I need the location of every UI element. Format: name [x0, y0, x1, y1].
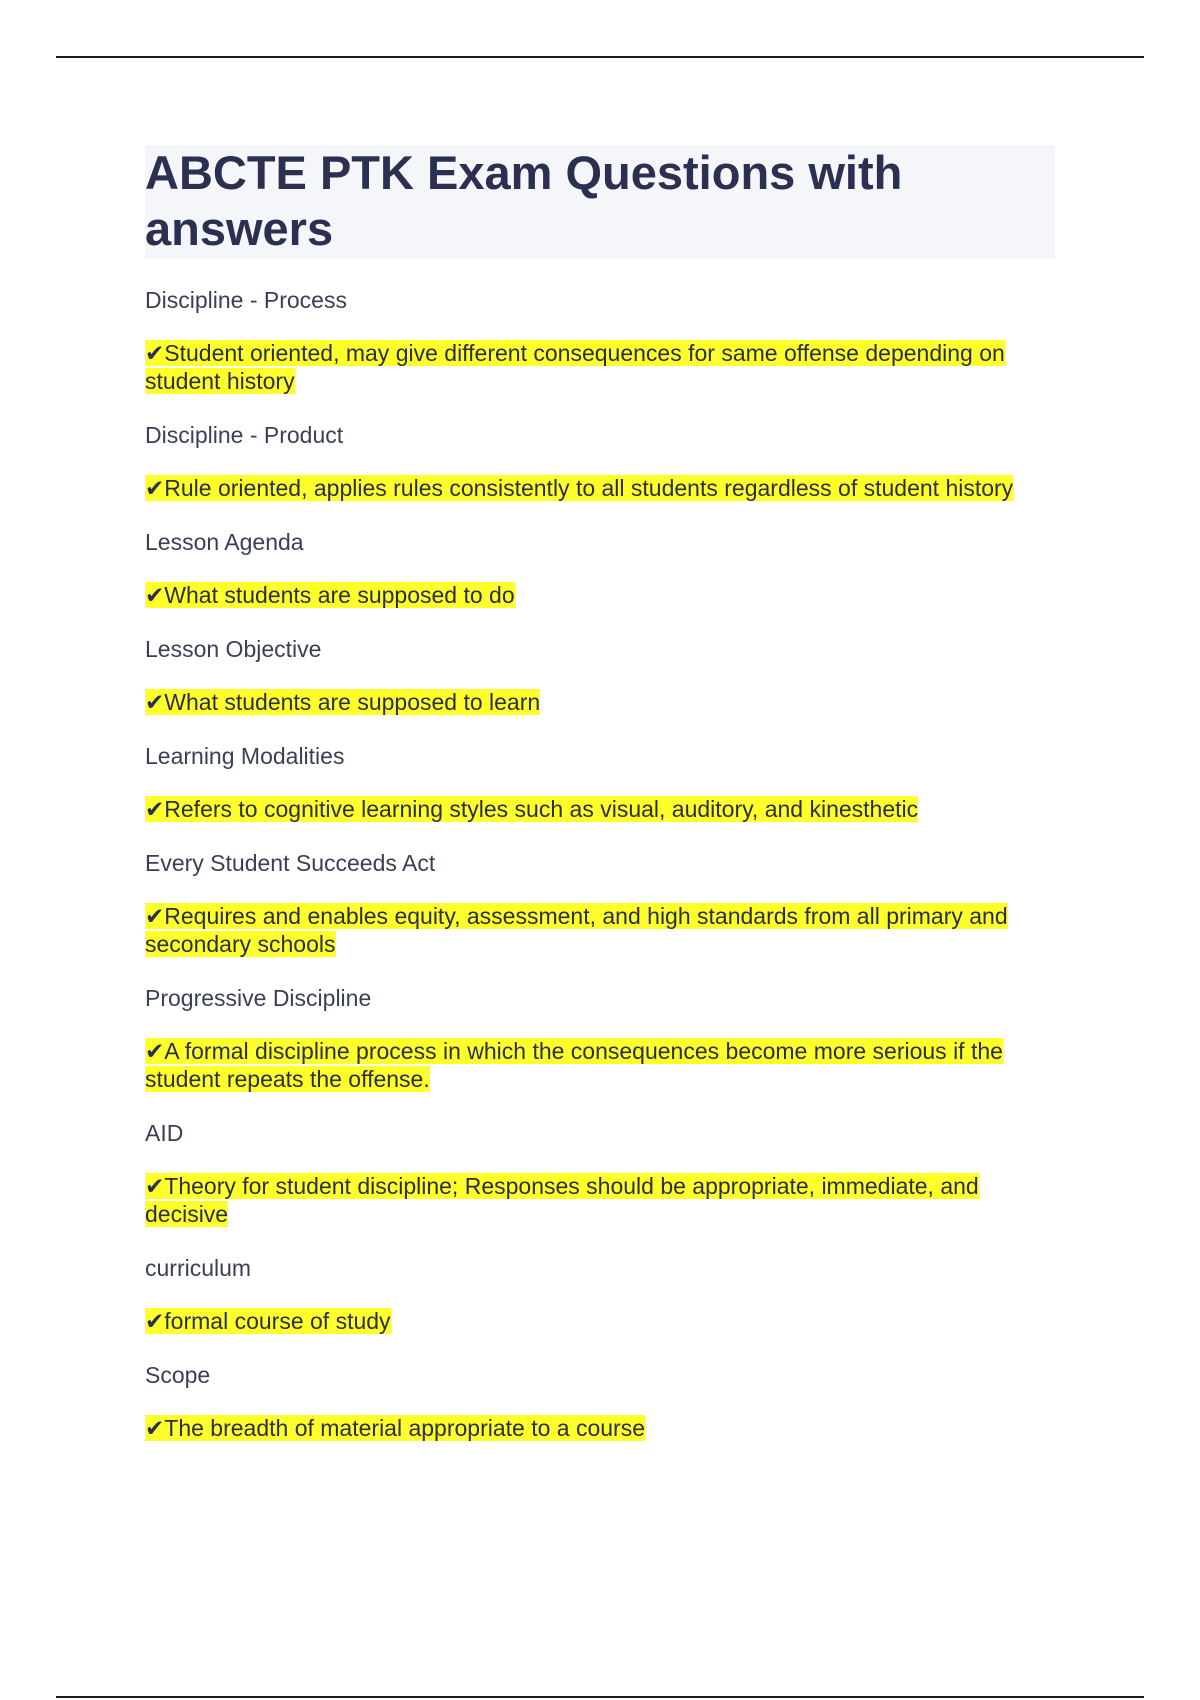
- term: Discipline - Product: [145, 422, 344, 448]
- check-mark-icon: ✔: [145, 689, 165, 715]
- answer-highlight: [145, 340, 1005, 394]
- check-mark-icon: ✔: [145, 796, 165, 822]
- term: Learning Modalities: [145, 743, 345, 769]
- qa-item: [145, 634, 1055, 716]
- check-mark-icon: ✔: [145, 1415, 165, 1441]
- answer-text: Theory for student discipline; Responses should be appropriate, immediate, and decisive: [145, 1173, 979, 1227]
- term: Discipline - Process: [145, 287, 347, 313]
- answer: [145, 1172, 1055, 1228]
- page-title: ABCTE PTK Exam Questions with answers: [145, 146, 903, 255]
- term: Scope: [145, 1362, 211, 1388]
- answer: [145, 688, 1055, 716]
- answer-text: What students are supposed to learn: [164, 689, 541, 715]
- answer-text: The breadth of material appropriate to a course: [164, 1415, 646, 1441]
- answer-highlight: [145, 475, 1013, 501]
- term: AID: [145, 1120, 184, 1146]
- answer-text: Refers to cognitive learning styles such as visual, auditory, and kinesthetic: [164, 796, 919, 822]
- term: Lesson Agenda: [145, 529, 304, 555]
- check-mark-icon: ✔: [145, 582, 165, 608]
- answer-text: Requires and enables equity, assessment, and high standards from all primary and secondary schools: [145, 903, 1008, 957]
- answer-highlight: [145, 582, 515, 608]
- answer-highlight: [145, 1308, 391, 1334]
- check-mark-icon: ✔: [145, 340, 165, 366]
- check-mark-icon: ✔: [145, 1173, 165, 1199]
- qa-item: [145, 741, 1055, 823]
- answer-highlight: [145, 903, 1008, 957]
- answer-text: Rule oriented, applies rules consistently to all students regardless of student history: [164, 475, 1014, 501]
- answer-text: Student oriented, may give different consequences for same offense depending on student history: [145, 340, 1005, 394]
- answer-highlight: [145, 1038, 1003, 1092]
- answer: [145, 339, 1055, 395]
- check-mark-icon: ✔: [145, 475, 165, 501]
- check-mark-icon: ✔: [145, 1308, 165, 1334]
- qa-item: [145, 527, 1055, 609]
- answer-highlight: [145, 1173, 979, 1227]
- answer-highlight: [145, 689, 540, 715]
- answer-text: A formal discipline process in which the consequences become more serious if the student repeats the offense.: [145, 1038, 1003, 1092]
- qa-item: [145, 983, 1055, 1093]
- answer: [145, 1414, 1055, 1442]
- term: curriculum: [145, 1255, 252, 1281]
- answer-text: formal course of study: [164, 1308, 391, 1334]
- qa-item: [145, 1360, 1055, 1442]
- term: Every Student Succeeds Act: [145, 850, 436, 876]
- answer: [145, 902, 1055, 958]
- qa-item: [145, 1253, 1055, 1335]
- answer-highlight: [145, 1415, 645, 1441]
- top-rule: [56, 56, 1144, 58]
- answer-text: What students are supposed to do: [164, 582, 515, 608]
- answer: [145, 795, 1055, 823]
- term: Lesson Objective: [145, 636, 322, 662]
- check-mark-icon: ✔: [145, 903, 165, 929]
- qa-item: [145, 848, 1055, 958]
- answer: [145, 474, 1055, 502]
- term: Progressive Discipline: [145, 985, 372, 1011]
- answer: [145, 1307, 1055, 1335]
- qa-item: [145, 1118, 1055, 1228]
- check-mark-icon: ✔: [145, 1038, 165, 1064]
- bottom-rule: [56, 1696, 1144, 1698]
- answer: [145, 581, 1055, 609]
- title-block: [145, 145, 1055, 259]
- answer: [145, 1037, 1055, 1093]
- qa-item: [145, 420, 1055, 502]
- answer-highlight: [145, 796, 918, 822]
- document-body: [145, 145, 1055, 1467]
- qa-item: [145, 285, 1055, 395]
